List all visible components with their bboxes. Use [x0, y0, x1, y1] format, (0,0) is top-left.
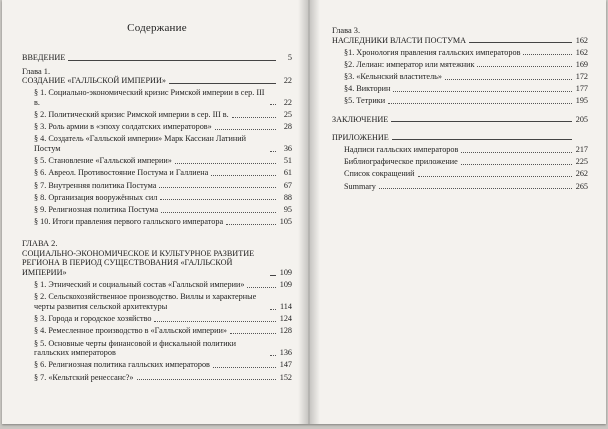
spacer — [22, 229, 292, 235]
toc-heading-entry — [332, 36, 588, 46]
dot-leader — [393, 91, 572, 92]
dot-leader — [461, 164, 572, 165]
toc-section-entry — [22, 156, 292, 166]
entry-title: § 8. Организация вооружённых сил — [34, 192, 158, 202]
dot-leader — [270, 104, 276, 105]
toc-section-entry — [332, 84, 588, 94]
page-number: 147 — [279, 360, 292, 370]
entry-title: § 4. Создатель «Галльской империи» Марк Кассиан Латиний Постум — [34, 134, 246, 154]
book-gutter — [298, 0, 320, 424]
toc-heading-entry — [22, 76, 292, 86]
toc-section-entry — [332, 60, 588, 70]
toc-heading-entry — [22, 53, 292, 63]
toc-section-entry — [332, 96, 588, 106]
page-number: 128 — [279, 326, 292, 336]
entry-title: СОЗДАНИЕ «ГАЛЛЬСКОЙ ИМПЕРИИ» — [22, 76, 166, 86]
chapter-label: Глава 1. — [22, 66, 51, 76]
entry-title: § 2. Сельскохозяйственное производство. Виллы и характерные черты развития сельской архитектуры — [34, 292, 257, 311]
page-number: 36 — [283, 144, 292, 154]
dot-leader — [388, 103, 572, 104]
dot-leader — [215, 129, 276, 130]
page-number: 88 — [283, 192, 292, 202]
toc-heading-entry — [22, 249, 292, 278]
entry-title: §1. Хронология правления галльских императоров — [344, 47, 521, 57]
toc-section-entry — [22, 134, 292, 153]
dot-leader — [154, 321, 276, 322]
entry-title: НАСЛЕДНИКИ ВЛАСТИ ПОСТУМА — [332, 35, 467, 45]
toc-heading-entry — [332, 133, 588, 143]
page-number: 114 — [280, 302, 292, 311]
toc-heading-entry — [332, 115, 588, 125]
entry-title: §5. Тетрики — [344, 96, 386, 106]
left-page — [22, 0, 292, 424]
page-number: 22 — [283, 76, 292, 86]
toc-section-entry — [332, 157, 588, 167]
dot-leader — [230, 333, 276, 334]
dot-leader — [232, 117, 276, 118]
page-number: 105 — [279, 217, 292, 227]
toc-section-entry — [332, 145, 588, 155]
toc-section-entry — [22, 168, 292, 178]
dot-leader — [445, 79, 572, 80]
dot-leader — [379, 188, 572, 189]
toc-section-entry — [22, 280, 292, 290]
toc-section-entry — [22, 193, 292, 203]
dot-leader — [270, 275, 276, 276]
toc-section-entry — [22, 217, 292, 227]
page-number: 109 — [279, 280, 292, 290]
toc-section-entry — [332, 48, 588, 58]
entry-title: §4. Викторин — [344, 84, 391, 94]
chapter-label: Глава 3. — [332, 26, 361, 35]
page-number: 136 — [279, 348, 292, 358]
dot-leader — [461, 152, 572, 153]
toc-section-entry — [22, 88, 292, 107]
entry-title: § 4. Ремесленное производство в «Галльской империи» — [34, 326, 227, 336]
entry-title: Библиографическое приложение — [344, 157, 458, 167]
dot-leader — [226, 224, 276, 225]
dot-leader — [68, 60, 276, 61]
toc-section-entry — [22, 205, 292, 215]
dot-leader — [213, 367, 276, 368]
entry-title: § 7. Внутренняя политика Постума — [34, 180, 157, 190]
dot-leader — [418, 176, 573, 177]
entry-title: Надписи галльских императоров — [344, 145, 459, 154]
entry-title: ПРИЛОЖЕНИЕ — [332, 132, 389, 142]
page-number: 205 — [575, 114, 588, 124]
dot-leader — [161, 212, 276, 213]
entry-title: Summary — [344, 181, 376, 191]
page-number: 265 — [575, 181, 588, 191]
dot-leader — [169, 83, 276, 84]
dot-leader — [137, 379, 276, 380]
entry-title: СОЦИАЛЬНО-ЭКОНОМИЧЕСКОЕ И КУЛЬТУРНОЕ РАЗВИТИЕ РЕГИОНА В ПЕРИОД СУЩЕСТВОВАНИЯ «ГАЛЛЬСКОЙ ИМПЕРИИ» — [22, 248, 255, 278]
page-number: 225 — [575, 157, 588, 167]
dot-leader — [211, 175, 276, 176]
toc-section-entry — [22, 373, 292, 383]
page-number: 28 — [283, 122, 292, 132]
toc-section-entry — [22, 122, 292, 132]
entry-title: § 3. Города и городское хозяйство — [34, 314, 152, 324]
page-number: 162 — [575, 47, 588, 57]
entry-title: § 5. Становление «Галльской империи» — [34, 156, 172, 166]
toc-section-entry — [22, 326, 292, 336]
toc-section-entry — [22, 292, 292, 311]
dot-leader — [469, 42, 572, 43]
page-number: 95 — [283, 204, 292, 214]
toc-section-entry — [22, 181, 292, 191]
toc-section-entry — [332, 72, 588, 82]
entry-title: Список сокращений — [344, 169, 415, 179]
entry-title: § 1. Социально-экономический кризис Римской империи в сер. III в. — [34, 88, 265, 107]
chapter-label: ГЛАВА 2. — [22, 239, 58, 249]
page-number: 152 — [279, 372, 292, 382]
dot-leader — [523, 54, 572, 55]
page-number: 61 — [283, 168, 292, 178]
toc-section-entry — [22, 110, 292, 120]
entry-title: ВВЕДЕНИЕ — [22, 53, 66, 62]
dot-leader — [247, 287, 276, 288]
page-number: 195 — [575, 96, 588, 106]
page-number: 262 — [575, 169, 588, 179]
toc-section-entry — [22, 314, 292, 324]
page-number: 25 — [283, 110, 292, 120]
toc-entries-right — [332, 26, 588, 194]
page-number: 172 — [575, 72, 588, 82]
right-page — [332, 0, 588, 424]
toc-section-entry — [332, 182, 588, 192]
page-number: 162 — [575, 35, 588, 45]
page-number: 51 — [283, 156, 292, 166]
book-spread — [2, 0, 606, 424]
dot-leader — [270, 355, 276, 356]
dot-leader — [477, 66, 572, 67]
entry-title: § 3. Роль армии в «эпоху солдатских императоров» — [34, 122, 212, 132]
page-number: 22 — [283, 97, 292, 107]
page-number: 109 — [279, 268, 292, 278]
entry-title: § 10. Итоги правления первого галльского императора — [34, 217, 224, 227]
page-number: 124 — [279, 314, 292, 324]
toc-section-entry — [332, 169, 588, 179]
entry-title: § 2. Политический кризис Римской империи в сер. III в. — [34, 110, 229, 120]
dot-leader — [160, 199, 276, 200]
entry-title: § 7. «Кельтский ренессанс?» — [34, 372, 134, 382]
page-number: 177 — [575, 84, 588, 94]
entry-title: § 9. Религиозная политика Постума — [34, 204, 159, 214]
dot-leader — [270, 151, 276, 152]
entry-title: § 6. Религиозная политика галльских императоров — [34, 360, 210, 370]
dot-leader — [270, 309, 276, 310]
toc-section-entry — [22, 360, 292, 370]
dot-leader — [159, 187, 276, 188]
page-number: 5 — [287, 53, 292, 62]
toc-title: Содержание — [127, 22, 187, 34]
page-number: 217 — [575, 145, 588, 154]
entry-title: §2. Лелиан: император или мятежник — [344, 59, 475, 69]
entry-title: §3. «Кельнский властитель» — [344, 72, 442, 82]
dot-leader — [392, 139, 572, 140]
entry-title: § 6. Аврeол. Противостояние Постума и Галлиена — [34, 168, 209, 178]
toc-entries-left — [22, 53, 292, 385]
page-number: 169 — [575, 59, 588, 69]
toc-section-entry — [22, 339, 292, 358]
entry-title: § 5. Основные черты финансовой и фискальной политики галльских императоров — [34, 338, 236, 358]
entry-title: § 1. Этнический и социальный состав «Галльской империи» — [34, 280, 245, 290]
entry-title: ЗАКЛЮЧЕНИЕ — [332, 114, 389, 124]
dot-leader — [175, 163, 276, 164]
page-number: 67 — [283, 180, 292, 190]
dot-leader — [391, 121, 572, 122]
